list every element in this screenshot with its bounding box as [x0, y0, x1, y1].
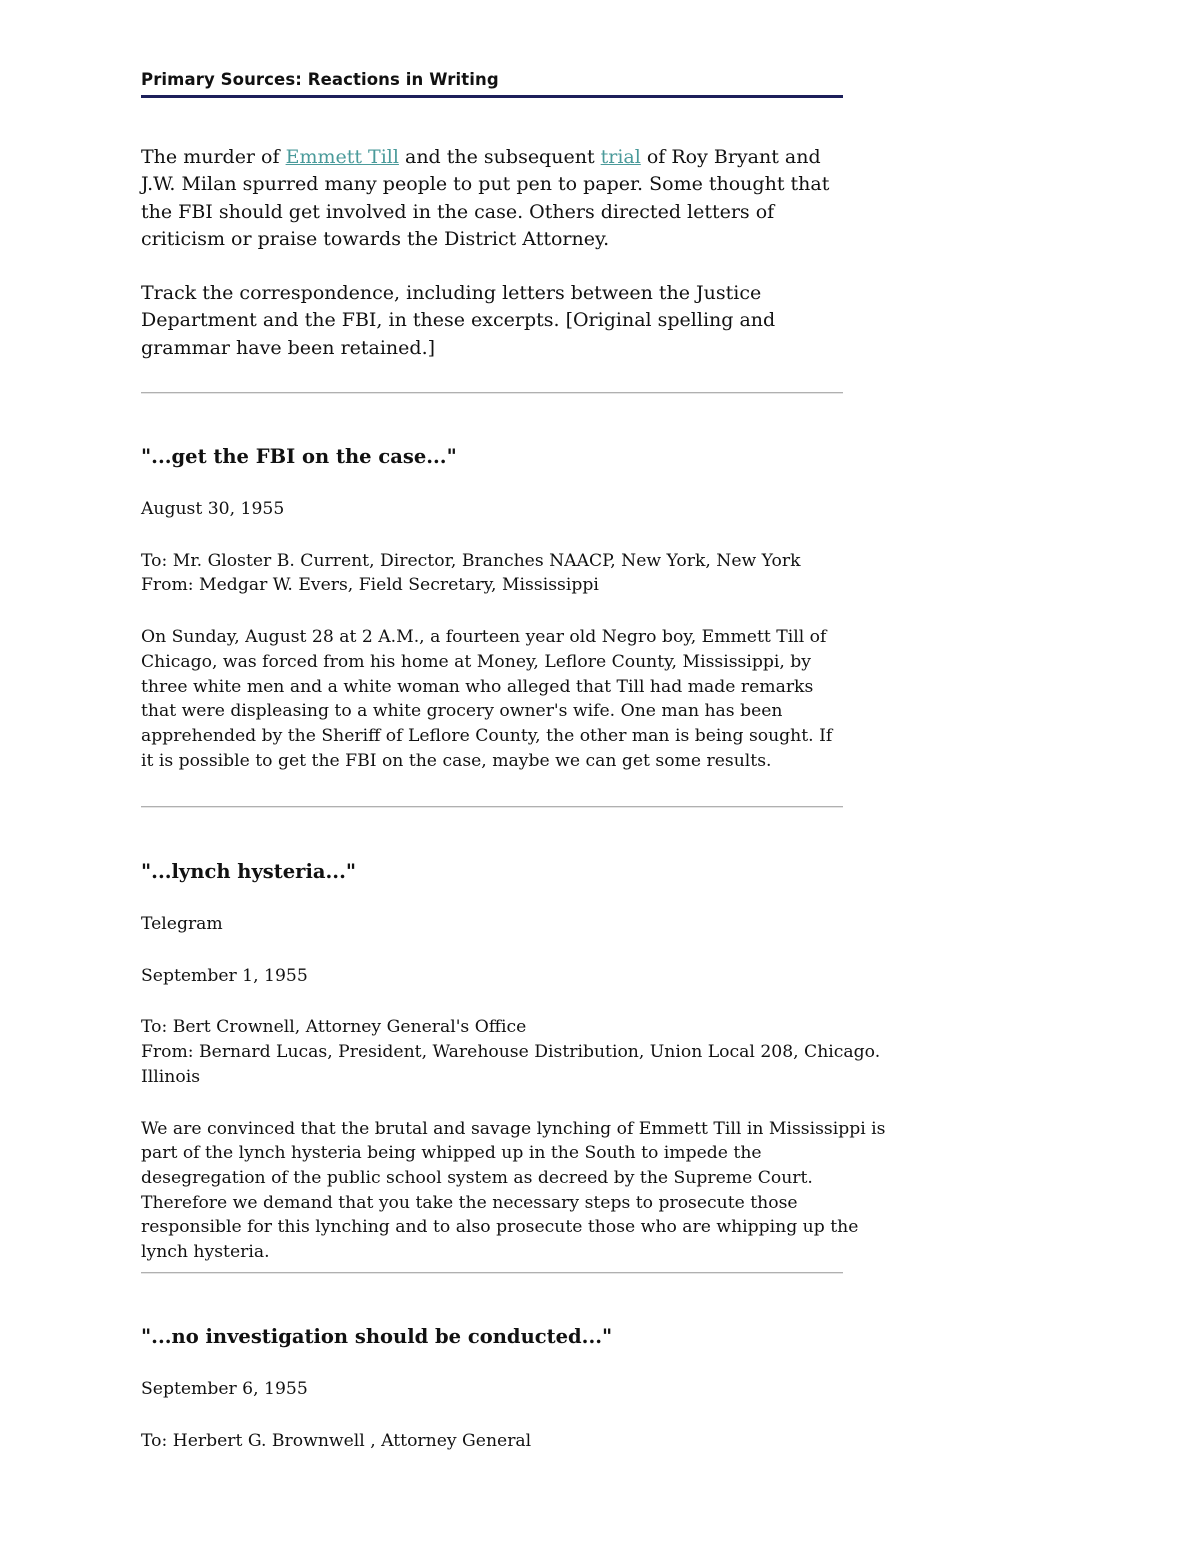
- intro-text-2: and the subsequent: [398, 146, 601, 168]
- page-title: Primary Sources: Reactions in Writing: [141, 70, 499, 89]
- letter-heading: "...lynch hysteria...": [141, 860, 357, 883]
- letter-section-3: [141, 1324, 886, 1480]
- page-header: [141, 68, 843, 98]
- letter-heading: "...get the FBI on the case...": [141, 445, 457, 468]
- letter-addressees: [141, 549, 846, 598]
- letter-to: To: Herbert G. Brownwell , Attorney General: [141, 1430, 532, 1451]
- letter-section-2: [141, 859, 886, 1292]
- letter-section-1: [141, 444, 846, 800]
- letter-date: September 6, 1955: [141, 1379, 308, 1399]
- section-divider: [141, 1272, 843, 1274]
- letter-to: To: Bert Crownell, Attorney General's Office: [141, 1017, 527, 1038]
- letter-body: We are convinced that the brutal and savage lynching of Emmett Till in Mississippi is part of the lynch hysteria being whipped up in the South to impede the desegregation of the public school system as decreed by the Supreme Court. Therefore we demand that you take the necessary steps to prosecute those responsible for this lynching and to also prosecute those who are whipping up the lynch hysteria.: [141, 1118, 886, 1263]
- intro-paragraph-2: Track the correspondence, including letters between the Justice Department and the FBI, in these excerpts. [Original spelling and grammar have been retained.]: [141, 282, 776, 359]
- letter-from: From: Bernard Lucas, President, Warehouse Distribution, Union Local 208, Chicago. Illinois: [141, 1042, 881, 1087]
- trial-link[interactable]: trial: [600, 146, 641, 168]
- emmett-till-link[interactable]: Emmett Till: [285, 146, 399, 168]
- section-divider: [141, 392, 843, 394]
- letter-heading: "...no investigation should be conducted...": [141, 1325, 613, 1348]
- section-divider: [141, 806, 843, 808]
- intro-paragraph-1: [141, 144, 861, 253]
- letter-body: On Sunday, August 28 at 2 A.M., a fourteen year old Negro boy, Emmett Till of Chicago, was forced from his home at Money, Leflore County, Mississippi, by three white men and a white woman who alleged that Till had made remarks that were displeasing to a white grocery owner's wife. One man has been apprehended by the Sheriff of Leflore County, the other man is being sought. If it is possible to get the FBI on the case, maybe we can get some results.: [141, 627, 833, 771]
- letter-addressees: [141, 1015, 886, 1089]
- letter-from: From: Medgar W. Evers, Field Secretary, Mississippi: [141, 575, 599, 596]
- letter-type: Telegram: [141, 914, 223, 934]
- letter-date: September 1, 1955: [141, 965, 308, 986]
- letter-date: August 30, 1955: [141, 499, 285, 519]
- title-underline: [141, 95, 843, 98]
- intro-text-1: The murder of: [141, 146, 286, 168]
- intro-text-3: of Roy Bryant and J.W. Milan spurred many people to put pen to paper. Some thought that the FBI should get involved in the case. Others directed letters of criticism or praise towards the District Attorney.: [141, 146, 830, 250]
- letter-addressees: [141, 1429, 886, 1454]
- letter-to: To: Mr. Gloster B. Current, Director, Branches NAACP, New York, New York: [141, 550, 801, 571]
- intro: [141, 144, 861, 389]
